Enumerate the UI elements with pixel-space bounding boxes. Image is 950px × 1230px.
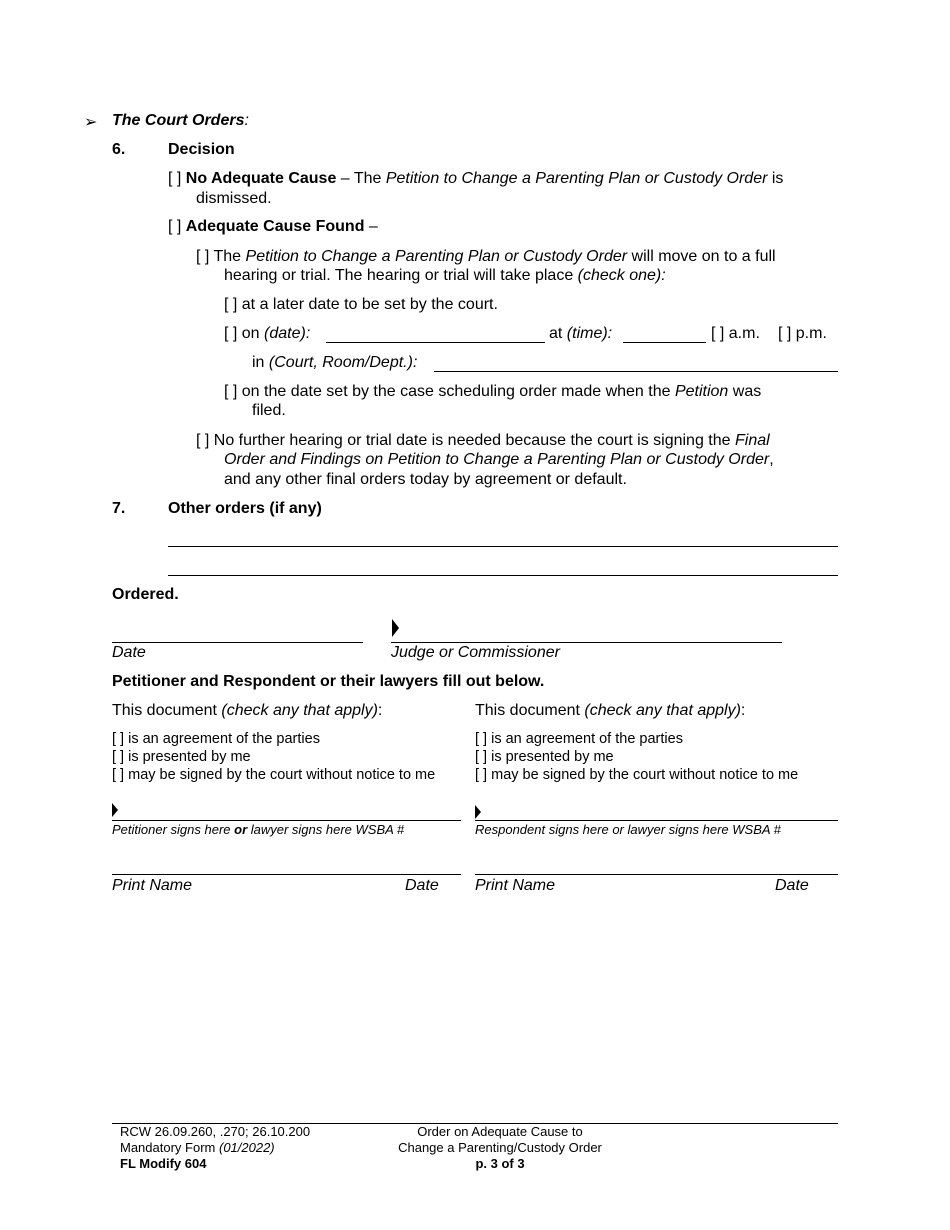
court-room-label: in (Court, Room/Dept.):: [252, 354, 418, 371]
am-checkbox[interactable]: [ ] a.m.: [711, 325, 760, 342]
respondent-sign-arrow-icon: [475, 805, 481, 819]
footer-page-number: p. 3 of 3: [475, 1156, 525, 1171]
pm-checkbox[interactable]: [ ] p.m.: [778, 325, 827, 342]
section-7-title: Other orders (if any): [168, 500, 322, 517]
orders-title: The Court Orders:: [112, 112, 249, 129]
judge-signature-line[interactable]: [391, 642, 782, 643]
respondent-print-name-label: Print Name: [475, 877, 556, 894]
footer-mandatory: Mandatory Form (01/2022): [120, 1140, 275, 1155]
judge-label: Judge or Commissioner: [391, 644, 560, 661]
petitioner-option-agreement[interactable]: [ ] is an agreement of the parties: [112, 731, 320, 747]
petitioner-option-no-notice[interactable]: [ ] may be signed by the court without notice to me: [112, 767, 436, 783]
petitioner-print-name-line[interactable]: [112, 874, 461, 875]
respondent-date-label: Date: [775, 877, 809, 894]
footer-form-id: FL Modify 604: [120, 1156, 207, 1171]
no-adequate-line2: dismissed.: [196, 190, 272, 207]
petitioner-signature-line[interactable]: [112, 820, 461, 821]
footer-rcw: RCW 26.09.260, .270; 26.10.200: [120, 1124, 311, 1139]
footer-center: [380, 1124, 620, 1172]
respondent-doc-label: This document (check any that apply):: [475, 702, 746, 719]
orders-heading: [84, 112, 97, 132]
no-further-line2: Order and Findings on Petition to Change a Parenting Plan or Custody Order,: [224, 451, 774, 468]
respondent-option-agreement[interactable]: [ ] is an agreement of the parties: [475, 731, 683, 747]
section-7-number: 7.: [112, 500, 126, 517]
adequate-checkbox[interactable]: [ ]: [168, 218, 182, 235]
ordered-label: Ordered.: [112, 586, 179, 603]
petitioner-option-presented[interactable]: [ ] is presented by me: [112, 749, 251, 765]
arrow-bullet-icon: ➢: [84, 114, 98, 131]
scheduling-order-option[interactable]: [ ] on the date set by the case scheduling order made when the Petition was: [224, 383, 762, 400]
respondent-print-name-line[interactable]: [475, 874, 838, 875]
section-6-number: 6.: [112, 141, 126, 158]
respondent-option-no-notice[interactable]: [ ] may be signed by the court without notice to me: [475, 767, 799, 783]
petitioner-doc-label: This document (check any that apply):: [112, 702, 383, 719]
petitioner-sign-arrow-icon: [112, 803, 118, 817]
no-adequate-checkbox[interactable]: [ ]: [168, 170, 182, 187]
no-adequate-cause-option[interactable]: [ ] No Adequate Cause – The Petition to Change a Parenting Plan or Custody Order is: [168, 170, 784, 187]
footer-title-2: Change a Parenting/Custody Order: [398, 1140, 602, 1155]
date-input-line[interactable]: [326, 342, 545, 343]
section-6-title: Decision: [168, 141, 235, 158]
full-hearing-line2: hearing or trial. The hearing or trial will take place (check one):: [224, 267, 666, 284]
respondent-option-presented[interactable]: [ ] is presented by me: [475, 749, 614, 765]
petitioner-print-name-label: Print Name: [112, 877, 193, 894]
no-further-hearing-option[interactable]: [ ] No further hearing or trial date is needed because the court is signing the Final: [196, 432, 770, 449]
full-hearing-checkbox[interactable]: [ ]: [196, 248, 210, 265]
other-orders-line-2[interactable]: [168, 575, 838, 576]
judge-date-line[interactable]: [112, 642, 363, 643]
court-room-input-line[interactable]: [434, 371, 838, 372]
petitioner-sign-label: Petitioner signs here or lawyer signs here WSBA #: [112, 822, 405, 837]
petitioner-date-label: Date: [405, 877, 439, 894]
adequate-cause-option[interactable]: [ ] Adequate Cause Found –: [168, 218, 378, 235]
time-input-line[interactable]: [623, 342, 706, 343]
sign-here-arrow-icon: [392, 619, 399, 637]
parties-heading: Petitioner and Respondent or their lawyers fill out below.: [112, 673, 545, 690]
footer-title-1: Order on Adequate Cause to: [417, 1124, 583, 1139]
no-further-line3: and any other final orders today by agreement or default.: [224, 471, 627, 488]
respondent-signature-line[interactable]: [475, 820, 838, 821]
respondent-sign-label: Respondent signs here or lawyer signs here WSBA #: [475, 822, 781, 837]
scheduling-line2: filed.: [252, 402, 286, 419]
on-date-option[interactable]: [ ] on (date):: [224, 325, 311, 342]
full-hearing-option[interactable]: [ ] The Petition to Change a Parenting Plan or Custody Order will move on to a full: [196, 248, 776, 265]
time-label: at (time):: [549, 325, 613, 342]
later-date-option[interactable]: [ ] at a later date to be set by the court.: [224, 296, 498, 313]
other-orders-line-1[interactable]: [168, 546, 838, 547]
judge-date-label: Date: [112, 644, 146, 661]
footer-left: [120, 1124, 310, 1172]
